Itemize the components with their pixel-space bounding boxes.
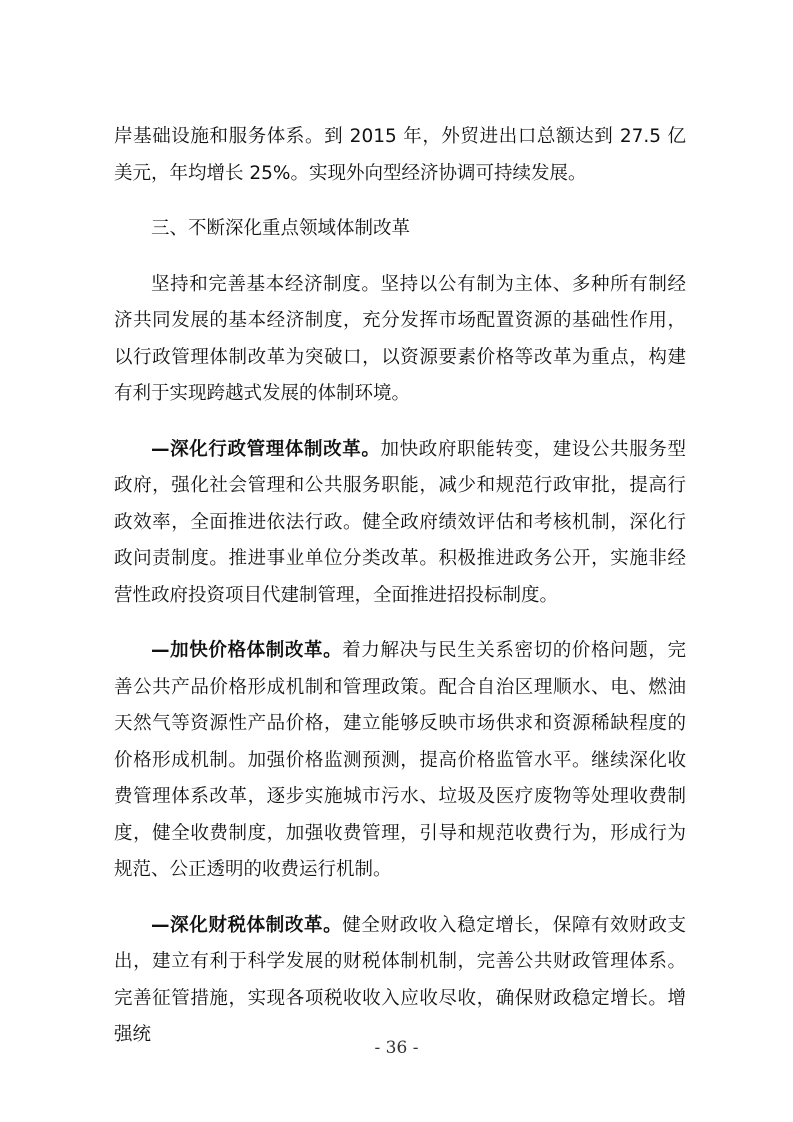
paragraph-lead: —深化财税体制改革。 bbox=[151, 914, 343, 936]
paragraph-continuation bbox=[114, 119, 686, 192]
section-heading: 三、不断深化重点领域体制改革 bbox=[151, 218, 411, 239]
paragraph-text: 岸基础设施和服务体系。到 2015 年，外贸进出口总额达到 27.5 亿美元，年均增长 25%。实现外向型经济协调可持续发展。 bbox=[114, 126, 686, 184]
paragraph-text: 加快政府职能转变，建设公共服务型政府，强化社会管理和公共服务职能，减少和规范行政审批，提高行政效率，全面推进依法行政。健全政府绩效评估和考核机制，深化行政问责制度。推进事业单位分类改革。积极推进政务公开，实施非经营性政府投资项目代建制管理，全面推进招投标制度。 bbox=[114, 438, 686, 606]
paragraph-price-reform bbox=[114, 633, 686, 889]
paragraph-lead: —深化行政管理体制改革。 bbox=[151, 438, 381, 460]
paragraph-administrative-reform bbox=[114, 432, 686, 615]
document-body bbox=[114, 119, 686, 1054]
page-number: - 36 - bbox=[374, 1038, 419, 1058]
paragraph-lead: —加快价格体制改革。 bbox=[151, 640, 343, 661]
paragraph-text: 健全财政收入稳定增长，保障有效财政支出，建立有利于科学发展的财税体制机制，完善公共财政管理体系。完善征管措施，实现各项税收收入应收尽收，确保财政稳定增长。增强统 bbox=[114, 914, 686, 1045]
paragraph-fiscal-reform bbox=[114, 908, 686, 1054]
paragraph-text: 坚持和完善基本经济制度。坚持以公有制为主体、多种所有制经济共同发展的基本经济制度，充分发挥市场配置资源的基础性作用，以行政管理体制改革为突破口，以资源要素价格等改革为重点，构建有利于实现跨越式发展的体制环境。 bbox=[114, 273, 686, 404]
paragraph-text: 着力解决与民生关系密切的价格问题，完善公共产品价格形成机制和管理政策。配合自治区理顺水、电、燃油天然气等资源性产品价格，建立能够反映市场供求和资源稀缺程度的价格形成机制。加强价格监测预测，提高价格监管水平。继续深化收费管理体系改革，逐步实施城市污水、垃圾及医疗废物等处理收费制度，健全收费制度，加强收费管理，引导和规范收费行为，形成行为规范、公正透明的收费运行机制。 bbox=[114, 640, 686, 880]
paragraph-basic-economic-system bbox=[114, 267, 686, 413]
